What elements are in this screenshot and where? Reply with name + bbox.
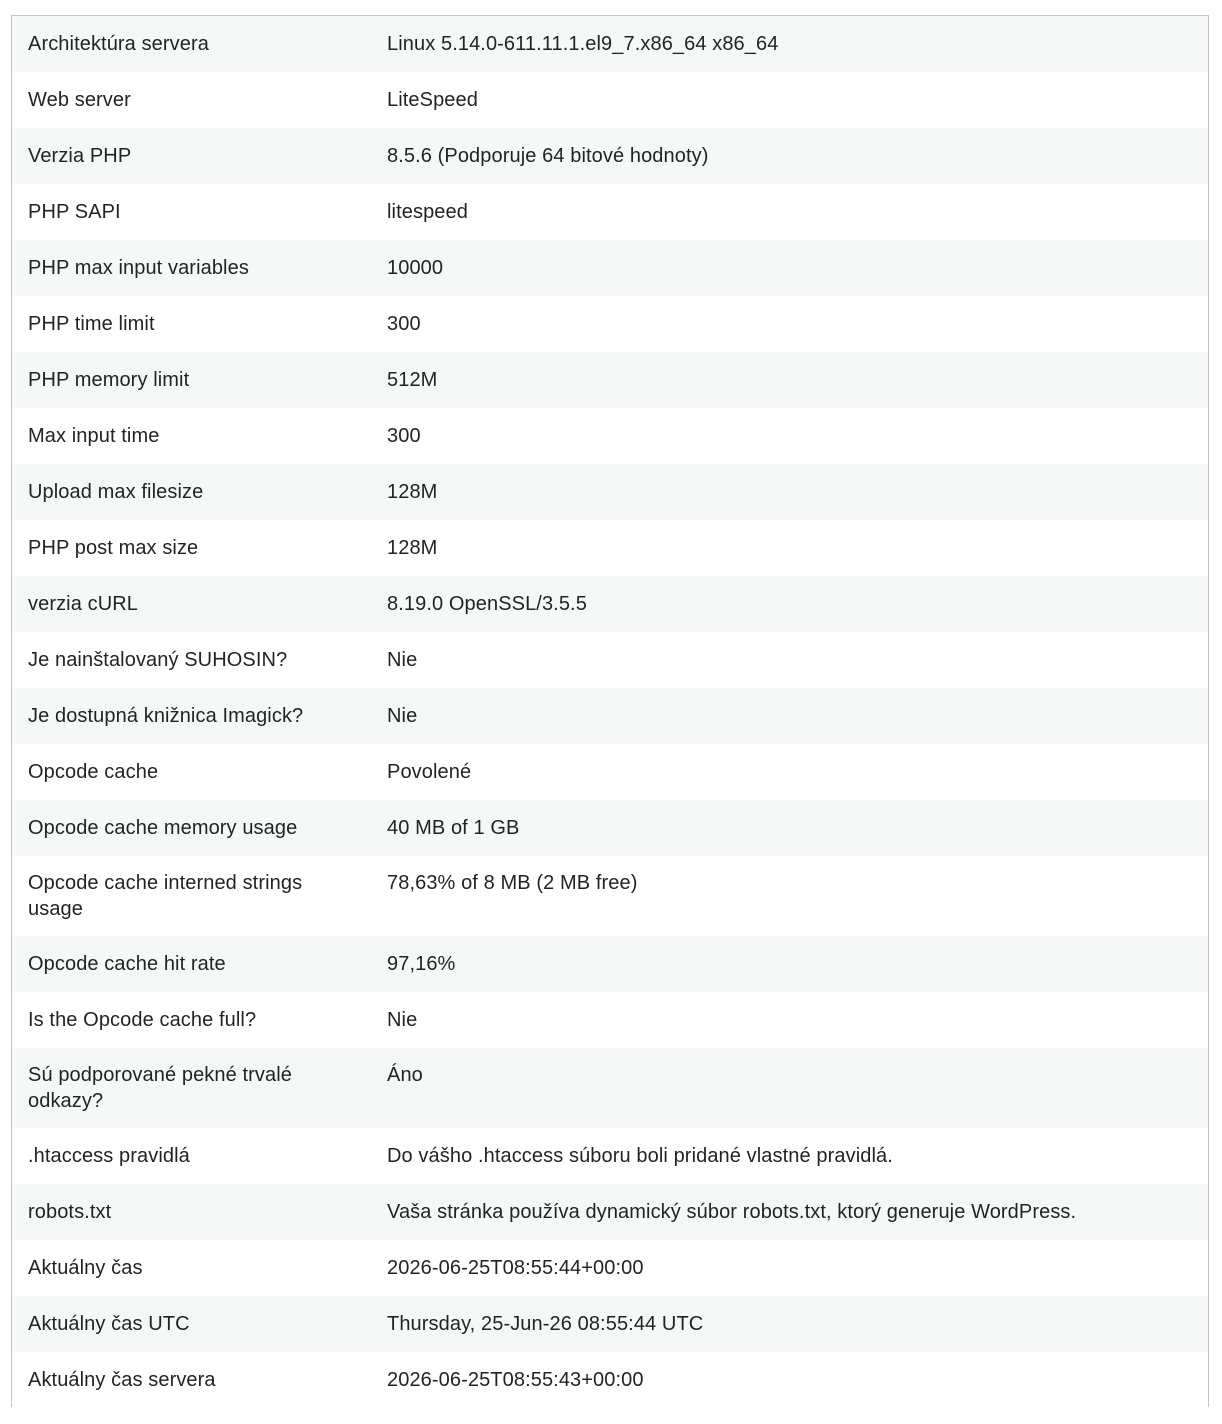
row-value: Linux 5.14.0-611.11.1.el9_7.x86_64 x86_64 xyxy=(387,33,779,55)
row-label: Sú podporované pekné trvalé odkazy? xyxy=(28,1064,292,1112)
row-value: Áno xyxy=(387,1064,423,1086)
row-label: Opcode cache memory usage xyxy=(28,817,298,839)
row-value: Vaša stránka používa dynamický súbor robots.txt, ktorý generuje WordPress. xyxy=(387,1201,1077,1223)
row-label: Architektúra servera xyxy=(28,33,209,55)
row-label: PHP time limit xyxy=(28,313,155,335)
row-value: 300 xyxy=(387,313,421,335)
table-row xyxy=(12,688,1208,744)
row-label: Web server xyxy=(28,89,131,111)
row-label: Opcode cache hit rate xyxy=(28,953,226,975)
row-label: .htaccess pravidlá xyxy=(28,1145,190,1167)
row-label: PHP SAPI xyxy=(28,201,121,223)
table-row xyxy=(12,936,1208,992)
row-value: Nie xyxy=(387,649,418,671)
row-label: Verzia PHP xyxy=(28,145,132,167)
row-label: Aktuálny čas servera xyxy=(28,1369,216,1391)
table-row xyxy=(12,1048,1208,1128)
server-info-panel xyxy=(11,15,1209,1407)
table-row xyxy=(12,576,1208,632)
row-value: litespeed xyxy=(387,201,468,223)
table-row xyxy=(12,1352,1208,1408)
table-row xyxy=(12,1184,1208,1240)
row-label: Upload max filesize xyxy=(28,481,204,503)
row-label: PHP max input variables xyxy=(28,257,249,279)
row-label: Is the Opcode cache full? xyxy=(28,1009,257,1031)
row-value: Povolené xyxy=(387,761,472,783)
row-value: 8.19.0 OpenSSL/3.5.5 xyxy=(387,593,587,615)
table-row xyxy=(12,352,1208,408)
row-label: Je nainštalovaný SUHOSIN? xyxy=(28,649,288,671)
table-row xyxy=(12,856,1208,936)
row-label: Opcode cache xyxy=(28,761,159,783)
table-row xyxy=(12,464,1208,520)
table-row xyxy=(12,72,1208,128)
row-value: Thursday, 25-Jun-26 08:55:44 UTC xyxy=(387,1313,704,1335)
row-label: Opcode cache interned strings usage xyxy=(28,872,303,920)
row-value: LiteSpeed xyxy=(387,89,478,111)
table-row xyxy=(12,296,1208,352)
table-row xyxy=(12,408,1208,464)
row-label: Max input time xyxy=(28,425,160,447)
row-value: 10000 xyxy=(387,257,444,279)
row-value: 128M xyxy=(387,537,438,559)
row-value: 128M xyxy=(387,481,438,503)
row-label: verzia cURL xyxy=(28,593,139,615)
row-label: Aktuálny čas xyxy=(28,1257,143,1279)
table-row xyxy=(12,744,1208,800)
table-row xyxy=(12,1128,1208,1184)
row-value: 78,63% of 8 MB (2 MB free) xyxy=(387,872,638,894)
table-row xyxy=(12,632,1208,688)
row-value: Nie xyxy=(387,1009,418,1031)
table-row xyxy=(12,240,1208,296)
table-row xyxy=(12,128,1208,184)
table-row xyxy=(12,1296,1208,1352)
row-value: Do vášho .htaccess súboru boli pridané vlastné pravidlá. xyxy=(387,1145,893,1167)
row-label: robots.txt xyxy=(28,1201,112,1223)
row-value: 512M xyxy=(387,369,438,391)
row-value: 2026-06-25T08:55:43+00:00 xyxy=(387,1369,644,1391)
table-row xyxy=(12,520,1208,576)
row-value: 97,16% xyxy=(387,953,456,975)
row-value: 8.5.6 (Podporuje 64 bitové hodnoty) xyxy=(387,145,709,167)
table-row xyxy=(12,16,1208,72)
row-value: 40 MB of 1 GB xyxy=(387,817,520,839)
row-value: 300 xyxy=(387,425,421,447)
table-row xyxy=(12,184,1208,240)
table-row xyxy=(12,992,1208,1048)
row-label: Je dostupná knižnica Imagick? xyxy=(28,705,304,727)
row-value: 2026-06-25T08:55:44+00:00 xyxy=(387,1257,644,1279)
table-row xyxy=(12,800,1208,856)
row-value: Nie xyxy=(387,705,418,727)
table-row xyxy=(12,1240,1208,1296)
server-info-table xyxy=(12,16,1208,1408)
row-label: Aktuálny čas UTC xyxy=(28,1313,190,1335)
row-label: PHP memory limit xyxy=(28,369,190,391)
row-label: PHP post max size xyxy=(28,537,199,559)
